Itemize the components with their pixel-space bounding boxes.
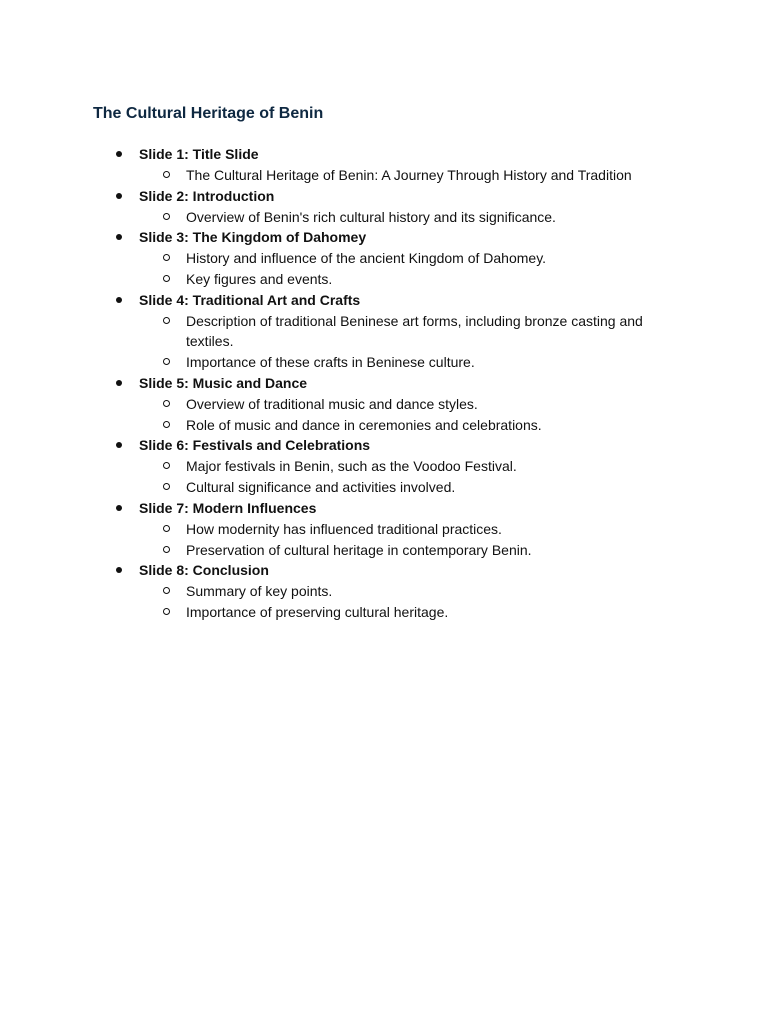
slide-point-text: Key figures and events. — [186, 271, 333, 287]
slide-outline-item — [0, 498, 768, 561]
slide-point — [0, 394, 768, 415]
slide-point-text: Importance of preserving cultural heritage. — [186, 604, 449, 620]
bullet-dot-icon — [116, 151, 122, 157]
slide-point-text: History and influence of the ancient Kingdom of Dahomey. — [186, 250, 547, 266]
hollow-circle-bullet-icon — [163, 317, 170, 324]
slide-point-text: Role of music and dance in ceremonies and celebrations. — [186, 416, 542, 433]
hollow-circle-bullet-icon — [163, 608, 170, 615]
slide-point — [0, 415, 768, 436]
slide-outline-item — [0, 186, 768, 228]
slide-heading: Slide 6: Festivals and Celebrations — [139, 437, 371, 453]
slide-heading: Slide 1: Title Slide — [139, 146, 259, 162]
hollow-circle-bullet-icon — [163, 483, 170, 490]
slide-point — [0, 352, 768, 373]
slide-heading: Slide 8: Conclusion — [139, 562, 269, 578]
slide-heading: Slide 3: The Kingdom of Dahomey — [139, 229, 367, 245]
slide-point — [0, 540, 768, 561]
slide-points-list — [0, 581, 768, 623]
hollow-circle-bullet-icon — [163, 171, 170, 178]
slide-point — [0, 581, 768, 602]
slide-heading: Slide 7: Modern Influences — [139, 499, 317, 516]
hollow-circle-bullet-icon — [163, 546, 170, 553]
slide-outline-item — [0, 560, 768, 623]
hollow-circle-bullet-icon — [163, 421, 170, 428]
bullet-dot-icon — [116, 567, 122, 573]
hollow-circle-bullet-icon — [163, 358, 170, 365]
slide-point — [0, 477, 768, 498]
hollow-circle-bullet-icon — [163, 525, 170, 532]
slide-heading: Slide 5: Music and Dance — [139, 374, 308, 391]
slide-point-text: Description of traditional Beninese art forms, including bronze casting and textiles. — [186, 312, 643, 349]
slide-point-text: Importance of these crafts in Beninese culture. — [186, 354, 475, 370]
slide-outline-item — [0, 435, 768, 498]
bullet-dot-icon — [116, 442, 122, 448]
slide-points-list — [0, 207, 768, 228]
hollow-circle-bullet-icon — [163, 254, 170, 261]
bullet-dot-icon — [116, 380, 122, 386]
document-title: The Cultural Heritage of Benin — [93, 105, 324, 122]
slide-point-text: Cultural significance and activities involved. — [186, 479, 456, 495]
bullet-dot-icon — [116, 234, 122, 240]
slide-point-text: Major festivals in Benin, such as the Voodoo Festival. — [186, 458, 517, 474]
slide-heading: Slide 4: Traditional Art and Crafts — [139, 291, 361, 308]
slide-point-text: The Cultural Heritage of Benin: A Journey Through History and Tradition — [186, 167, 632, 183]
bullet-dot-icon — [116, 505, 122, 511]
hollow-circle-bullet-icon — [163, 400, 170, 407]
slide-point-text: Overview of traditional music and dance styles. — [186, 395, 478, 412]
slide-heading: Slide 2: Introduction — [139, 187, 275, 204]
slide-point — [0, 456, 768, 477]
slide-point — [0, 269, 768, 290]
slide-point — [0, 248, 768, 269]
slide-points-list — [0, 456, 768, 498]
hollow-circle-bullet-icon — [163, 213, 170, 220]
slide-points-list — [0, 165, 768, 186]
hollow-circle-bullet-icon — [163, 462, 170, 469]
slide-points-list — [0, 519, 768, 561]
slide-point-text: Summary of key points. — [186, 583, 333, 599]
slide-points-list — [0, 394, 768, 436]
slide-point — [0, 602, 768, 623]
slide-point — [0, 311, 768, 352]
slide-point — [0, 165, 768, 186]
bullet-dot-icon — [116, 193, 122, 199]
hollow-circle-bullet-icon — [163, 275, 170, 282]
slide-points-list — [0, 248, 768, 290]
slide-point-text: Preservation of cultural heritage in contemporary Benin. — [186, 541, 532, 558]
slide-outline-item — [0, 373, 768, 436]
slide-outline-item — [0, 290, 768, 373]
slide-point — [0, 207, 768, 228]
slide-point-text: How modernity has influenced traditional practices. — [186, 520, 502, 537]
slide-points-list — [0, 311, 768, 373]
bullet-dot-icon — [116, 297, 122, 303]
hollow-circle-bullet-icon — [163, 587, 170, 594]
slide-outline-item — [0, 227, 768, 290]
slide-point — [0, 519, 768, 540]
slide-outline-list — [0, 144, 768, 623]
slide-outline-item — [0, 144, 768, 186]
slide-point-text: Overview of Benin's rich cultural history and its significance. — [186, 208, 556, 225]
